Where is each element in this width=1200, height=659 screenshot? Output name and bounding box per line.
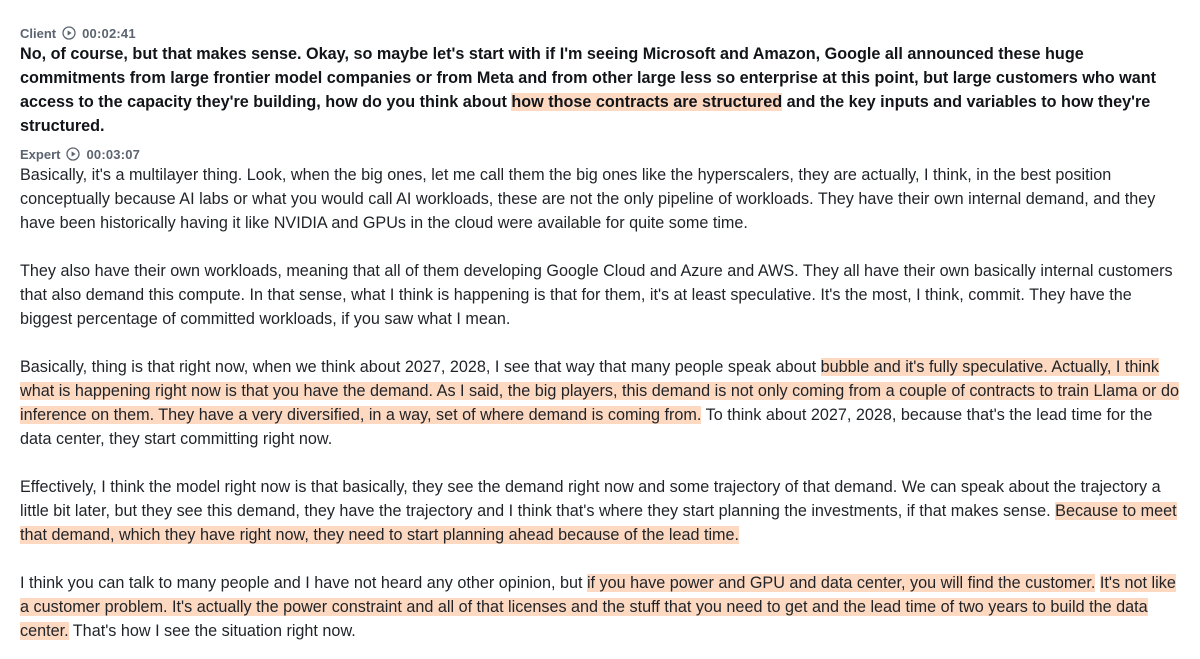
paragraph-gap bbox=[20, 451, 1185, 475]
paragraph-gap bbox=[20, 331, 1185, 355]
play-circle-icon[interactable] bbox=[66, 147, 80, 161]
highlighted-text: how those contracts are structured bbox=[511, 93, 783, 111]
text-segment: No, of course, but that makes sense. Okay, so maybe let's start with if I'm seeing Microsoft and Amazon, Google all announced these huge commitments from large frontier model companies or from Meta and from other large less so enterprise at this point, but large customers who want access to the capacity they're building, how do you think about bbox=[20, 45, 1157, 111]
highlighted-text: bubble and it's fully speculative. Actually, I think what is happening right now is that you have the demand. As I said, the big players, this demand is not only coming from a couple of contracts to train Llama or do inference on them. They have a very diversified, in a way, set of where demand is coming from. bbox=[20, 358, 1179, 424]
text-segment: I think you can talk to many people and I have not heard any other opinion, but bbox=[20, 574, 587, 592]
text-segment: That's how I see the situation right now. bbox=[68, 622, 356, 640]
highlighted-text: if you have power and GPU and data center, you will find the customer. bbox=[586, 574, 1096, 592]
paragraph-gap bbox=[20, 547, 1185, 571]
expert-speaker-row bbox=[20, 145, 1185, 163]
speaker-label: Expert bbox=[20, 146, 61, 162]
expert-paragraph bbox=[20, 163, 1185, 235]
client-block bbox=[20, 24, 1185, 138]
play-circle-icon[interactable] bbox=[62, 26, 76, 40]
text-segment: To think about 2027, 2028, because that's the lead time for the data center, they start committing right now. bbox=[20, 406, 1153, 448]
highlighted-text: It's not like a customer problem. It's actually the power constraint and all of that licenses and the stuff that you need to get and the lead time of two years to build the data center. bbox=[20, 574, 1176, 640]
speaker-label: Client bbox=[20, 25, 57, 41]
client-speaker-row bbox=[20, 24, 1185, 42]
highlighted-text: Because to meet that demand, which they have right now, they need to start planning ahead because of the lead time. bbox=[20, 502, 1177, 544]
expert-paragraph bbox=[20, 475, 1185, 547]
text-segment: They also have their own workloads, meaning that all of them developing Google Cloud and Azure and AWS. They all have their own basically internal customers that also demand this compute. In that sense, what I think is happening is that for them, it's at least speculative. It's the most, I think, commit. They have the biggest percentage of committed workloads, if you saw what I mean. bbox=[20, 262, 1173, 328]
client-paragraph bbox=[20, 42, 1185, 138]
expert-paragraph bbox=[20, 355, 1185, 451]
timestamp[interactable]: 00:03:07 bbox=[86, 146, 141, 162]
text-segment: Effectively, I think the model right now is that basically, they see the demand right now and some trajectory of that demand. We can speak about the trajectory a little bit later, but they see this demand, they have the trajectory and I think that's where they start planning the investments, if that makes sense. bbox=[20, 478, 1161, 520]
text-segment: Basically, thing is that right now, when we think about 2027, 2028, I see that way that many people speak about bbox=[20, 358, 821, 376]
expert-paragraph bbox=[20, 571, 1185, 643]
text-segment: Basically, it's a multilayer thing. Look, when the big ones, let me call them the big ones like the hyperscalers, they are actually, I think, in the best position conceptually because AI labs or what you would call AI workloads, these are not the only pipeline of workloads. They have their own internal demand, and they have been historically having it like NVIDIA and GPUs in the cloud were available for quite some time. bbox=[20, 166, 1156, 232]
expert-paragraph bbox=[20, 259, 1185, 331]
timestamp[interactable]: 00:02:41 bbox=[82, 25, 136, 41]
paragraph-gap bbox=[20, 235, 1185, 259]
expert-block bbox=[20, 145, 1185, 643]
text-segment: and the key inputs and variables to how they're structured. bbox=[20, 93, 1151, 135]
expert-paragraphs bbox=[20, 163, 1185, 643]
